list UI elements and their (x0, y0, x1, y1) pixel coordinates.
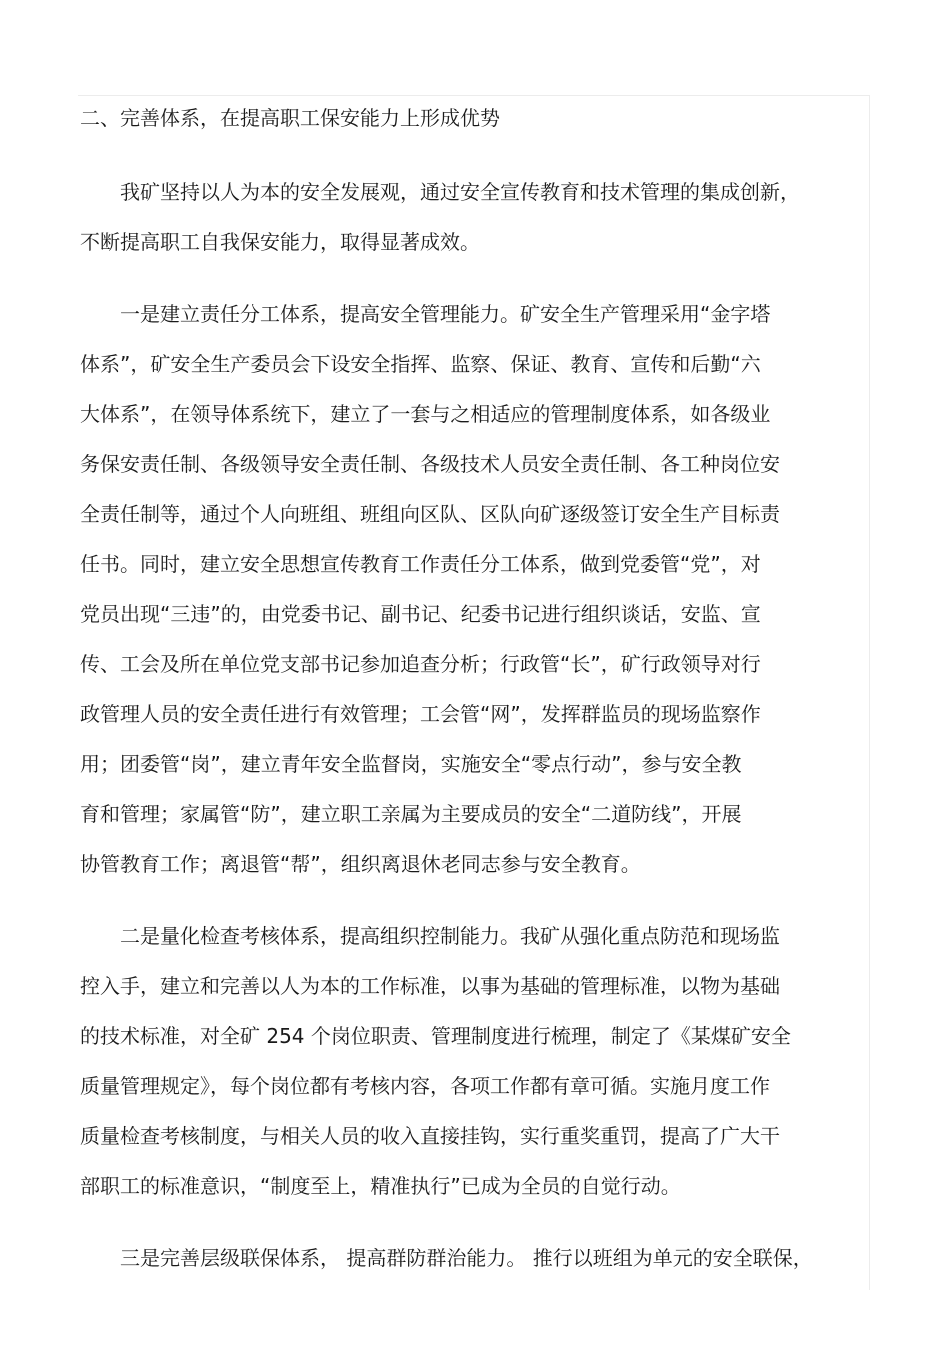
paragraph-line: 党员出现“三违”的，由党委书记、副书记、纪委书记进行组织谈话，安监、宣 (80, 602, 761, 626)
paragraph-line: 传、工会及所在单位党支部书记参加追查分析；行政管“长”，矿行政领导对行 (80, 652, 761, 676)
paragraph-line: 任书。同时，建立安全思想宣传教育工作责任分工体系，做到党委管“党”，对 (80, 552, 761, 576)
paragraph-inspection-system (80, 916, 840, 1216)
paragraph-line: 不断提高职工自我保安能力，取得显著成效。 (80, 230, 480, 254)
paragraph-line: 体系”，矿安全生产委员会下设安全指挥、监察、保证、教育、宣传和后勤“六 (80, 352, 761, 376)
paragraph-line: 控入手，建立和完善以人为本的工作标准，以事为基础的管理标准，以物为基础 (80, 974, 780, 998)
paragraph-line: 用；团委管“岗”，建立青年安全监督岗，实施安全“零点行动”，参与安全教 (80, 752, 742, 776)
paragraph-joint-protection (80, 1238, 840, 1288)
paragraph-line: 的技术标准，对全矿 254 个岗位职责、管理制度进行梳理，制定了《某煤矿安全 (80, 1024, 791, 1048)
paragraph-line: 一是建立责任分工体系，提高安全管理能力。矿安全生产管理采用“金字塔 (120, 302, 771, 326)
paragraph-line: 部职工的标准意识，“制度至上，精准执行”已成为全员的自觉行动。 (80, 1174, 681, 1198)
paragraph-line: 我矿坚持以人为本的安全发展观，通过安全宣传教育和技术管理的集成创新， (120, 180, 800, 204)
paragraph-line: 大体系”，在领导体系统下，建立了一套与之相适应的管理制度体系，如各级业 (80, 402, 771, 426)
paragraph-line: 育和管理；家属管“防”，建立职工亲属为主要成员的安全“二道防线”，开展 (80, 802, 742, 826)
paragraph-line: 质量检查考核制度，与相关人员的收入直接挂钩，实行重奖重罚，提高了广大干 (80, 1124, 780, 1148)
paragraph-line: 全责任制等，通过个人向班组、班组向区队、区队向矿逐级签订安全生产目标责 (80, 502, 780, 526)
section-heading: 二、完善体系，在提高职工保安能力上形成优势 (80, 106, 500, 130)
paragraph-line: 协管教育工作；离退管“帮”，组织离退休老同志参与安全教育。 (80, 852, 641, 876)
document-body (80, 102, 840, 1288)
paragraph-line: 质量管理规定》，每个岗位都有考核内容，各项工作都有章可循。实施月度工作 (80, 1074, 770, 1098)
paragraph-intro (80, 172, 840, 272)
paragraph-line: 政管理人员的安全责任进行有效管理；工会管“网”，发挥群监员的现场监察作 (80, 702, 761, 726)
paragraph-line: 三是完善层级联保体系， 提高群防群治能力。 推行以班组为单元的安全联保， (120, 1246, 813, 1270)
paragraph-line: 务保安责任制、各级领导安全责任制、各级技术人员安全责任制、各工种岗位安 (80, 452, 780, 476)
paragraph-line: 二是量化检查考核体系，提高组织控制能力。我矿从强化重点防范和现场监 (120, 924, 780, 948)
paragraph-responsibility-system (80, 294, 840, 894)
